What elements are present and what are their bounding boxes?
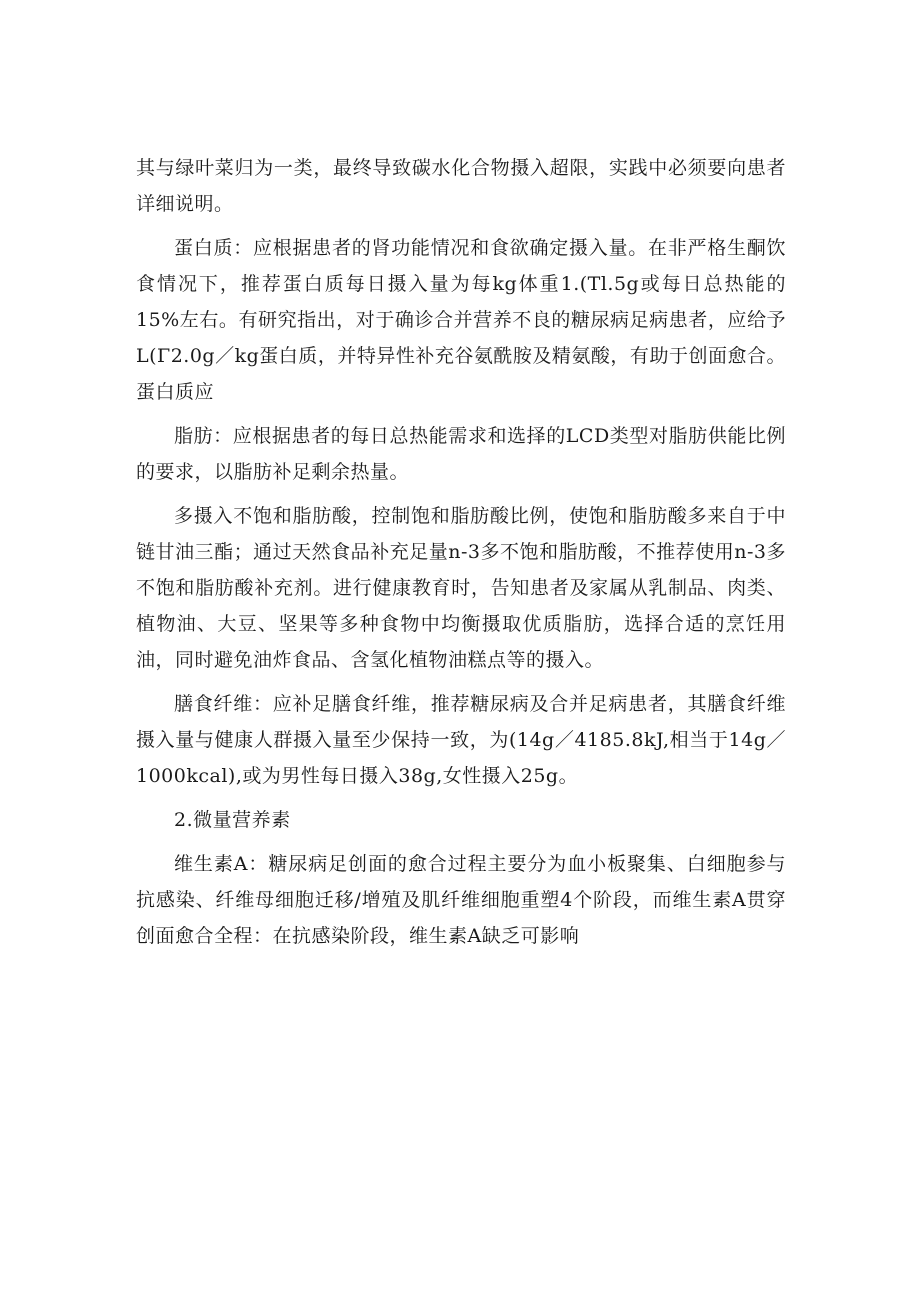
paragraph-carbohydrate-continuation: 其与绿叶菜归为一类，最终导致碳水化合物摄入超限，实践中必须要向患者详细说明。 <box>136 157 786 215</box>
paragraph-fat: 脂肪：应根据患者的每日总热能需求和选择的LCD类型对脂肪供能比例的要求，以脂肪补足剩余热量。 <box>136 425 786 483</box>
paragraph-unsaturated-fatty-acids: 多摄入不饱和脂肪酸，控制饱和脂肪酸比例，使饱和脂肪酸多来自于中链甘油三酯；通过天然食品补充足量n-3多不饱和脂肪酸，不推荐使用n-3多不饱和脂肪酸补充剂。进行健康教育时，告知患者及家属从乳制品、肉类、植物油、大豆、坚果等多种食物中均衡摄取优质脂肪，选择合适的烹饪用油，同时避免油炸食品、含氢化植物油糕点等的摄入。 <box>136 505 786 671</box>
paragraph-vitamin-a: 维生素A：糖尿病足创面的愈合过程主要分为血小板聚集、白细胞参与抗感染、纤维母细胞迁移/增殖及肌纤维细胞重塑4个阶段，而维生素A贯穿创面愈合全程：在抗感染阶段，维生素A缺乏可影响 <box>136 853 786 947</box>
paragraph-dietary-fiber: 膳食纤维：应补足膳食纤维，推荐糖尿病及合并足病患者，其膳食纤维摄入量与健康人群摄入量至少保持一致，为(14g／4185.8kJ,相当于14g／1000kcal),或为男性每日摄入38g,女性摄入25g。 <box>136 693 786 787</box>
section-heading-micronutrients: 2.微量营养素 <box>174 809 291 831</box>
document-body <box>136 150 786 962</box>
paragraph-protein: 蛋白质：应根据患者的肾功能情况和食欲确定摄入量。在非严格生酮饮食情况下，推荐蛋白质每日摄入量为每kg体重1.(Tl.5g或每日总热能的15%左右。有研究指出，对于确诊合并营养不良的糖尿病足病患者，应给予L(Γ2.0g／kg蛋白质，并特异性补充谷氨酰胺及精氨酸，有助于创面愈合。蛋白质应 <box>136 237 786 403</box>
